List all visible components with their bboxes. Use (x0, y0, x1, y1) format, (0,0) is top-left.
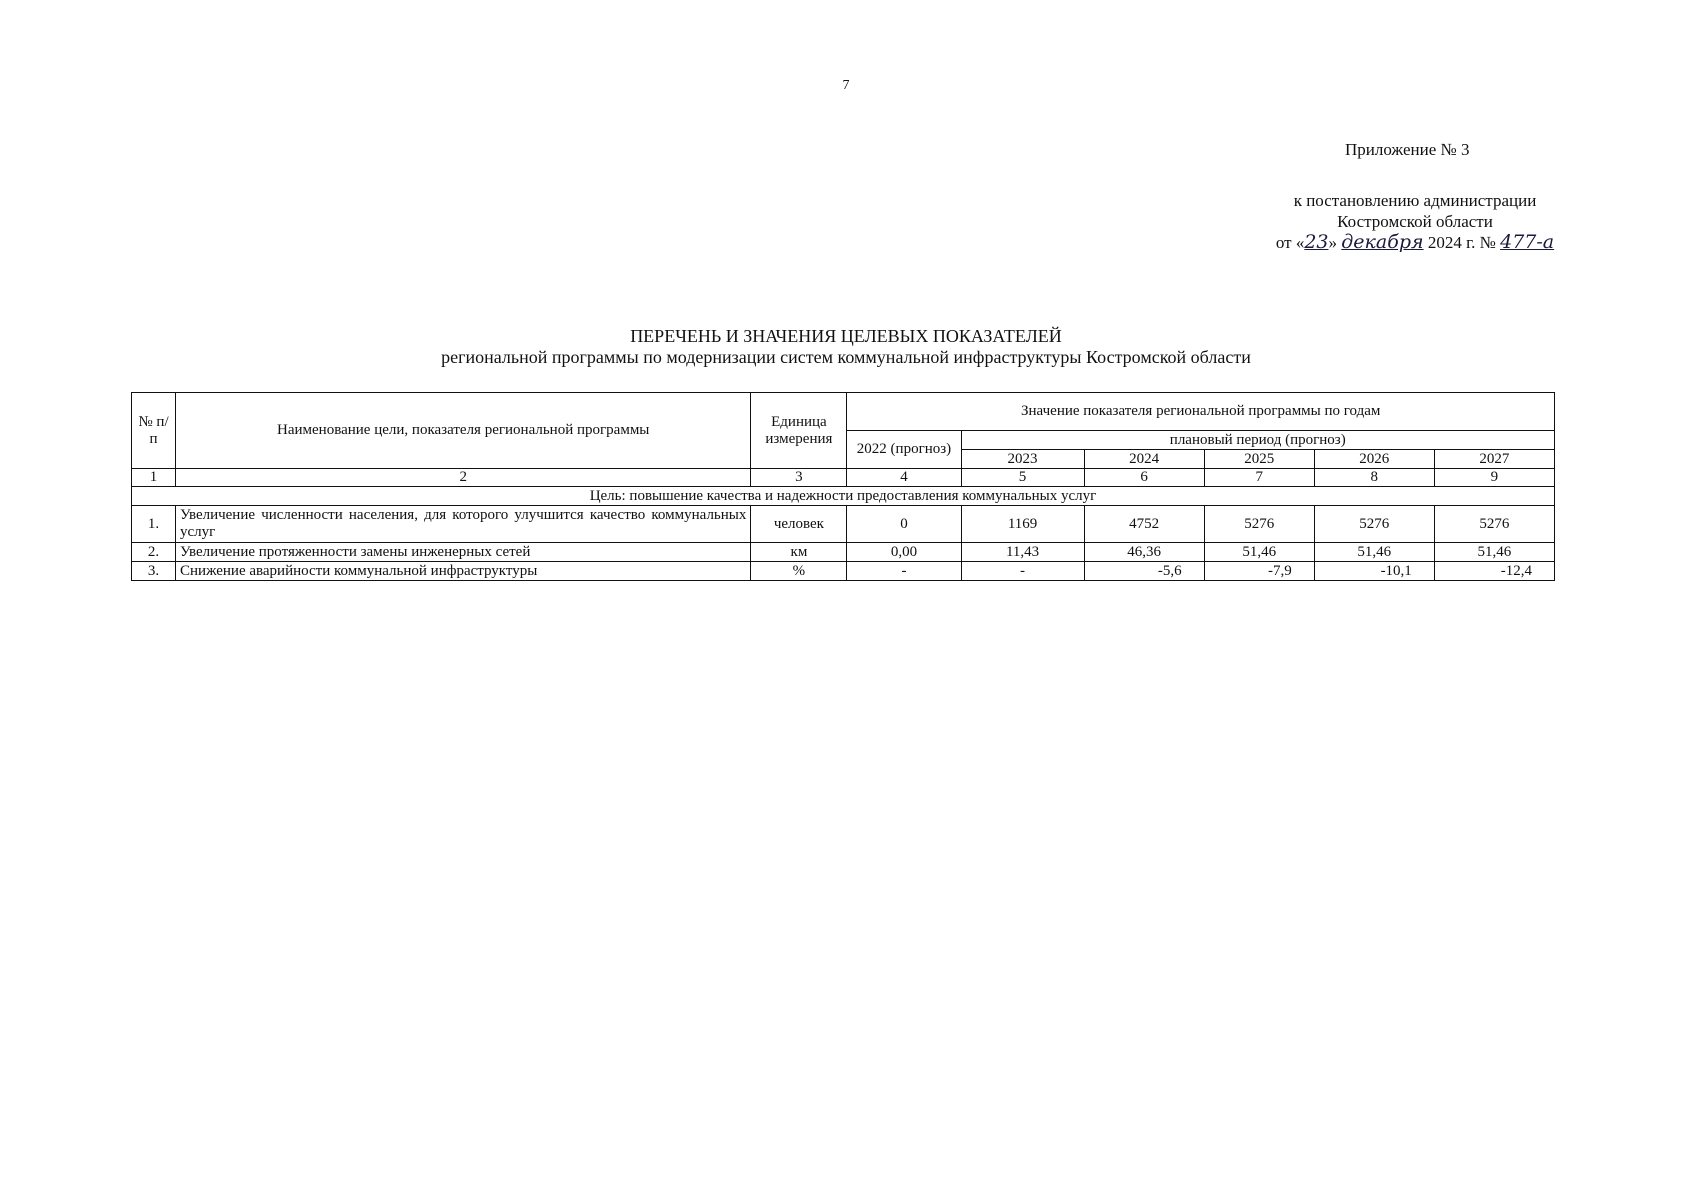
header-year: 2027 (1434, 450, 1554, 469)
header-base-year: 2022 (прогноз) (847, 431, 961, 469)
col-number: 6 (1084, 469, 1204, 487)
row-value: 5276 (1314, 506, 1434, 543)
header-year: 2025 (1204, 450, 1314, 469)
col-number: 1 (132, 469, 176, 487)
row-unit: человек (751, 506, 847, 543)
row-value: -10,1 (1314, 562, 1434, 581)
row-value: -7,9 (1204, 562, 1314, 581)
col-number: 3 (751, 469, 847, 487)
row-name: Увеличение численности населения, для которого улучшится качество коммунальных услуг (176, 506, 751, 543)
title-line-1: ПЕРЕЧЕНЬ И ЗНАЧЕНИЯ ЦЕЛЕВЫХ ПОКАЗАТЕЛЕЙ (630, 326, 1062, 346)
row-value: 51,46 (1314, 543, 1434, 562)
row-value: 0 (847, 506, 961, 543)
table-row (132, 506, 1555, 543)
col-number: 4 (847, 469, 961, 487)
title-line-2: региональной программы по модернизации систем коммунальной инфраструктуры Костромской области (441, 347, 1251, 367)
header-year: 2026 (1314, 450, 1434, 469)
indicators-table (131, 392, 1555, 581)
goal-row: Цель: повышение качества и надежности предоставления коммунальных услуг (132, 487, 1555, 506)
decree-block (1240, 190, 1590, 253)
date-mid: » (1328, 233, 1338, 252)
decree-line-1: к постановлению администрации (1293, 191, 1537, 210)
row-name: Снижение аварийности коммунальной инфраструктуры (176, 562, 751, 581)
row-num: 2. (132, 543, 176, 562)
date-prefix: от « (1275, 233, 1305, 252)
col-number: 8 (1314, 469, 1434, 487)
date-year: 2024 г. № (1427, 233, 1496, 252)
row-value: -12,4 (1434, 562, 1554, 581)
header-num: № п/п (132, 393, 176, 469)
table-row (132, 543, 1555, 562)
row-unit: км (751, 543, 847, 562)
col-number: 9 (1434, 469, 1554, 487)
row-value: 5276 (1204, 506, 1314, 543)
row-value: - (961, 562, 1084, 581)
decree-line-2: Костромской области (1337, 212, 1493, 231)
page-number: 7 (842, 78, 850, 93)
decree-date-line (1240, 232, 1590, 253)
row-unit: % (751, 562, 847, 581)
header-unit: Единица измерения (751, 393, 847, 469)
date-day-handwritten: 23 (1304, 231, 1329, 253)
row-value: 51,46 (1434, 543, 1554, 562)
header-values-group: Значение показателя региональной программы по годам (847, 393, 1555, 431)
col-number: 7 (1204, 469, 1314, 487)
doc-number-handwritten: 477-а (1500, 231, 1555, 253)
document-title (0, 326, 1692, 368)
header-year: 2023 (961, 450, 1084, 469)
row-value: - (847, 562, 961, 581)
row-value: 1169 (961, 506, 1084, 543)
header-name: Наименование цели, показателя региональной программы (176, 393, 751, 469)
row-num: 1. (132, 506, 176, 543)
row-name: Увеличение протяженности замены инженерных сетей (176, 543, 751, 562)
row-value: 4752 (1084, 506, 1204, 543)
date-month-handwritten: декабря (1341, 231, 1424, 253)
col-number: 5 (961, 469, 1084, 487)
appendix-label: Приложение № 3 (1345, 140, 1470, 159)
header-year: 2024 (1084, 450, 1204, 469)
row-value: 11,43 (961, 543, 1084, 562)
row-value: 51,46 (1204, 543, 1314, 562)
header-plan-group: плановый период (прогноз) (961, 431, 1554, 450)
row-value: 0,00 (847, 543, 961, 562)
table-row (132, 562, 1555, 581)
row-value: -5,6 (1084, 562, 1204, 581)
row-value: 46,36 (1084, 543, 1204, 562)
row-value: 5276 (1434, 506, 1554, 543)
row-num: 3. (132, 562, 176, 581)
col-number: 2 (176, 469, 751, 487)
